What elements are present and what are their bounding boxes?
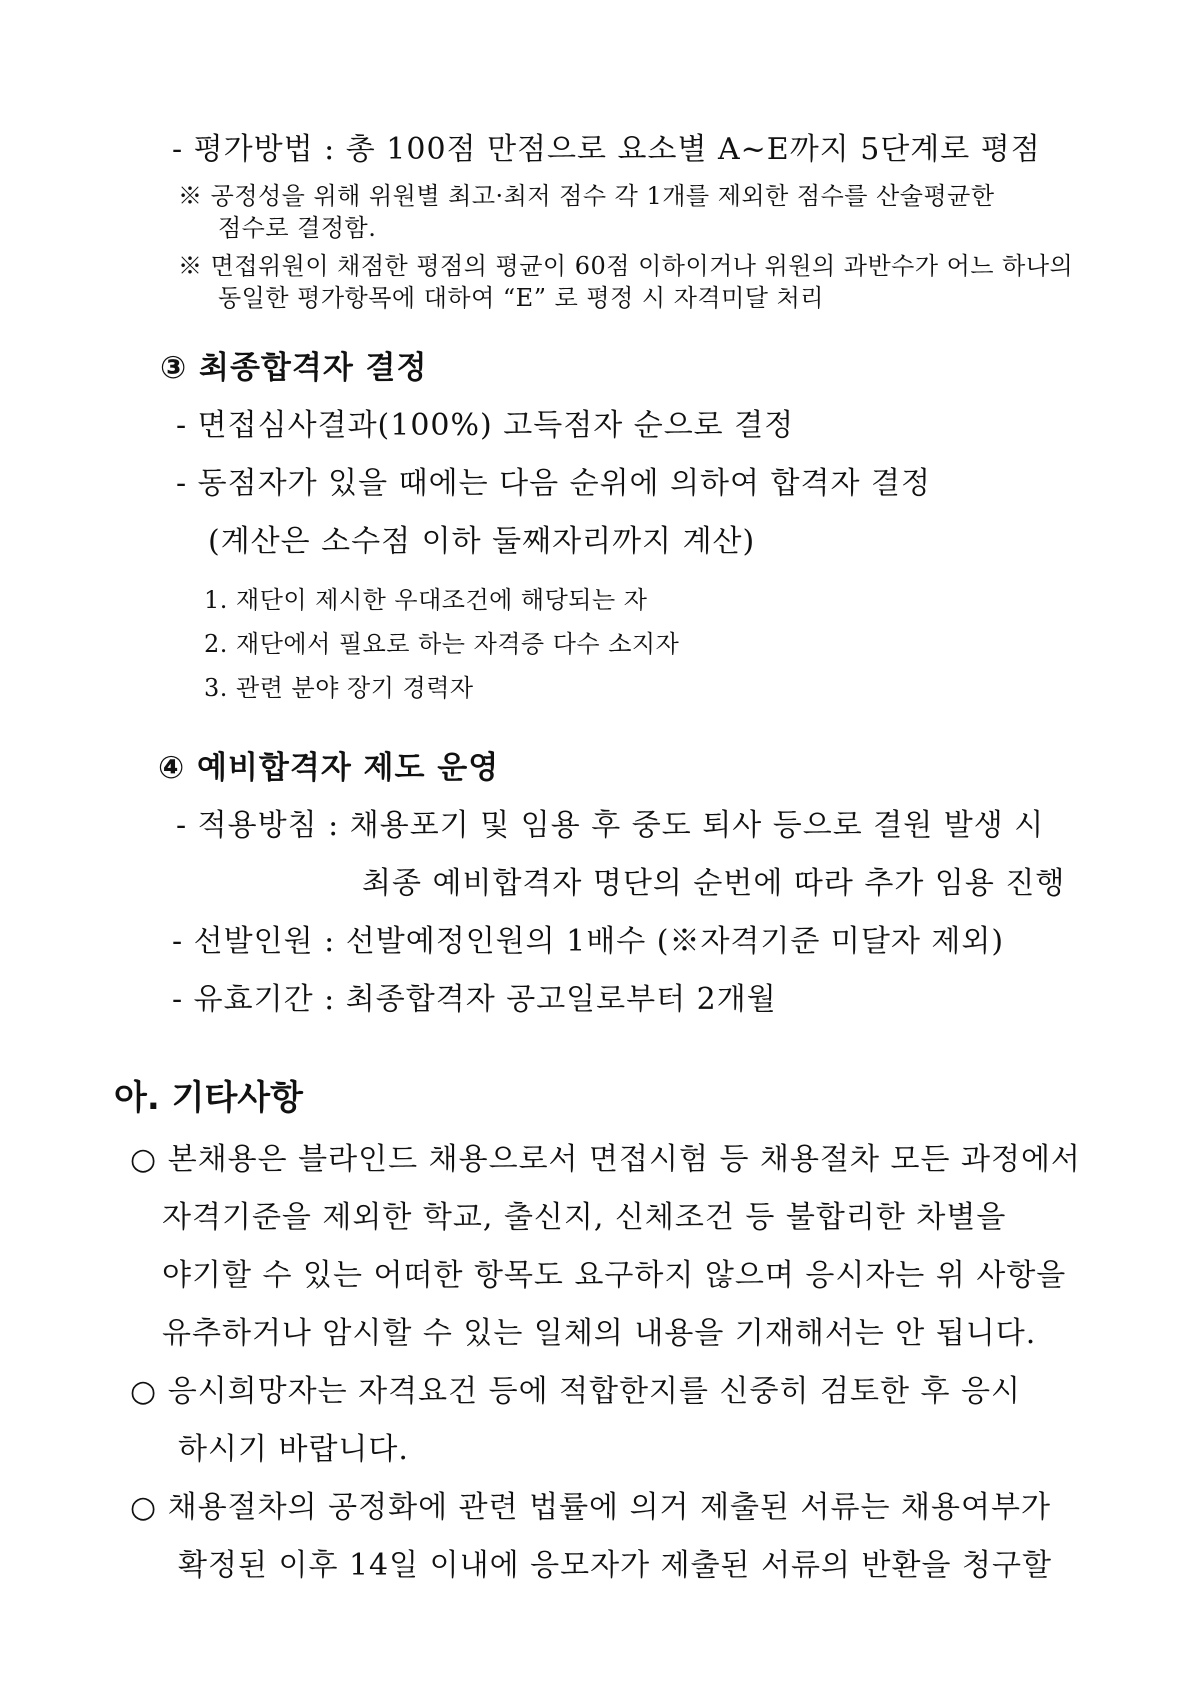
tie-rank-3: 3. 관련 분야 장기 경력자 bbox=[204, 674, 474, 702]
eval-method: - 평가방법 : 총 100점 만점으로 요소별 A~E까지 5단계로 평점 bbox=[172, 132, 1041, 167]
tie-rank-1: 1. 재단이 제시한 우대조건에 해당되는 자 bbox=[204, 586, 648, 614]
eval-note1-line1: ※ 공정성을 위해 위원별 최고·최저 점수 각 1개를 제외한 점수를 산술평균한 bbox=[178, 182, 995, 210]
other-p3-line2: 확정된 이후 14일 이내에 응모자가 제출된 서류의 반환을 청구할 bbox=[178, 1548, 1052, 1583]
reserve-policy-line2: 최종 예비합격자 명단의 순번에 따라 추가 임용 진행 bbox=[362, 866, 1066, 901]
final-item-tie: - 동점자가 있을 때에는 다음 순위에 의하여 합격자 결정 bbox=[176, 466, 931, 501]
eval-note2-line2: 동일한 평가항목에 대하여 “E” 로 평정 시 자격미달 처리 bbox=[218, 284, 824, 312]
reserve-heading: ④ 예비합격자 제도 운영 bbox=[158, 750, 500, 786]
other-p3-line1: ○ 채용절차의 공정화에 관련 법률에 의거 제출된 서류는 채용여부가 bbox=[130, 1490, 1051, 1525]
reserve-validity: - 유효기간 : 최종합격자 공고일로부터 2개월 bbox=[172, 982, 777, 1017]
final-item-score: - 면접심사결과(100%) 고득점자 순으로 결정 bbox=[176, 408, 795, 443]
reserve-policy-line1: - 적용방침 : 채용포기 및 임용 후 중도 퇴사 등으로 결원 발생 시 bbox=[176, 808, 1045, 843]
other-heading: 아. 기타사항 bbox=[114, 1078, 303, 1118]
other-p2-line2: 하시기 바랍니다. bbox=[178, 1432, 409, 1467]
final-item-tie-note: (계산은 소수점 이하 둘째자리까지 계산) bbox=[208, 524, 756, 559]
eval-note1-line2: 점수로 결정함. bbox=[218, 214, 377, 242]
other-p1-line1: ○ 본채용은 블라인드 채용으로서 면접시험 등 채용절차 모든 과정에서 bbox=[130, 1142, 1081, 1177]
other-p1-line4: 유추하거나 암시할 수 있는 일체의 내용을 기재해서는 안 됩니다. bbox=[162, 1316, 1037, 1351]
other-p2-line1: ○ 응시희망자는 자격요건 등에 적합한지를 신중히 검토한 후 응시 bbox=[130, 1374, 1021, 1409]
tie-rank-2: 2. 재단에서 필요로 하는 자격증 다수 소지자 bbox=[204, 630, 680, 658]
eval-note2-line1: ※ 면접위원이 채점한 평점의 평균이 60점 이하이거나 위원의 과반수가 어느 하나의 bbox=[178, 252, 1074, 280]
final-heading: ③ 최종합격자 결정 bbox=[160, 350, 428, 386]
other-p1-line2: 자격기준을 제외한 학교, 출신지, 신체조건 등 불합리한 차별을 bbox=[162, 1200, 1007, 1235]
reserve-count: - 선발인원 : 선발예정인원의 1배수 (※자격기준 미달자 제외) bbox=[172, 924, 1005, 959]
other-p1-line3: 야기할 수 있는 어떠한 항목도 요구하지 않으며 응시자는 위 사항을 bbox=[162, 1258, 1067, 1293]
